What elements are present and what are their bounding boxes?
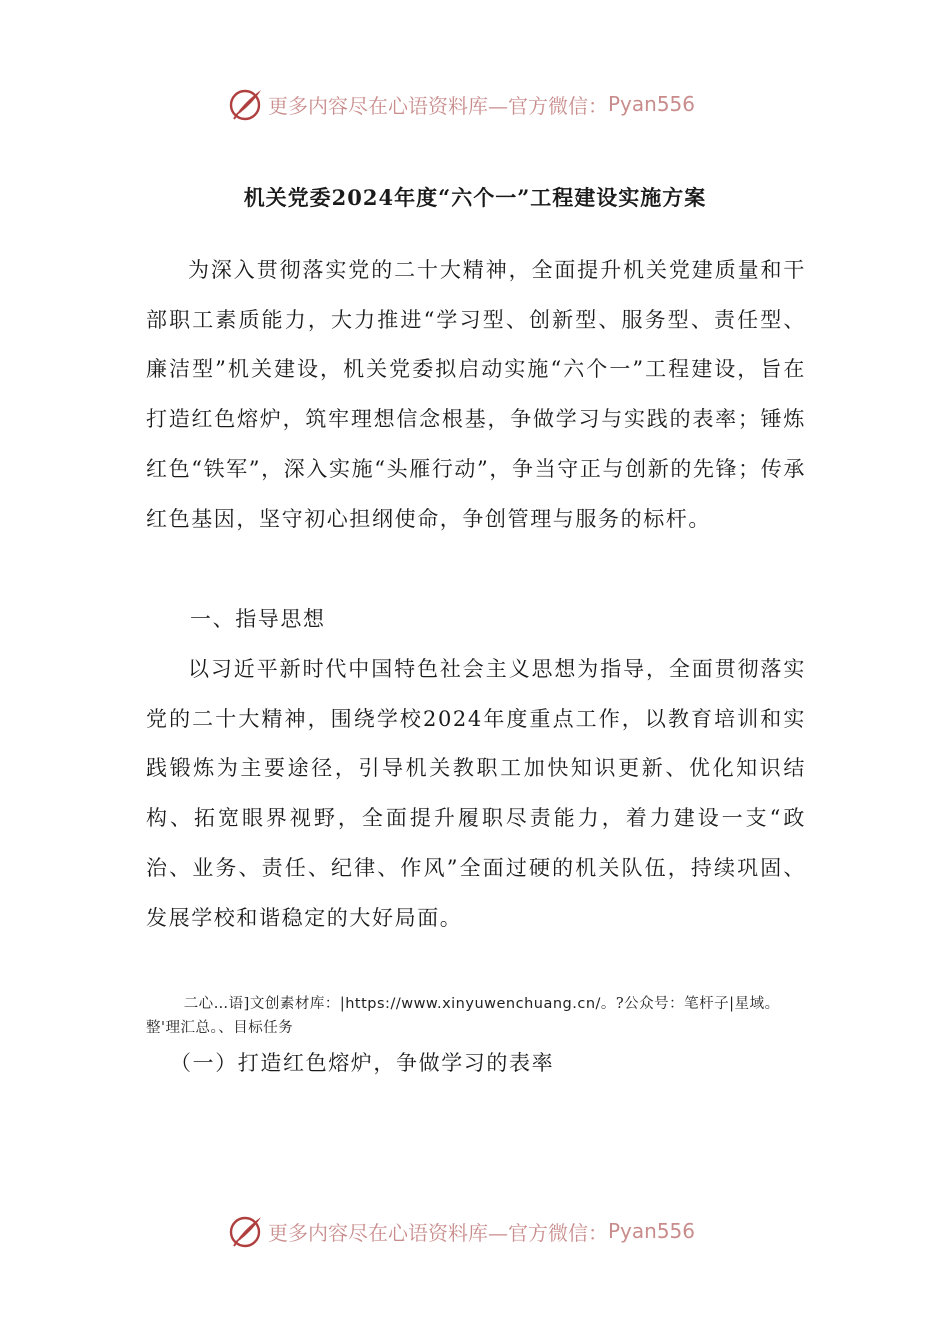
source-note-suffix: 。?公众号：笔杆子|星域。整'理汇总。、目标任务 (146, 996, 780, 1036)
section-heading-guiding-ideology: 一、指导思想 (190, 607, 326, 631)
source-note-prefix: 二心…语]文创素材库：| (183, 996, 346, 1012)
watermark-footer (228, 1211, 748, 1251)
watermark-text: 更多内容尽在心语资料库—官方微信： (268, 93, 608, 118)
watermark-handle: Pyan556 (608, 1219, 696, 1243)
subsection-heading-1: （一）打造红色熔炉，争做学习的表率 (170, 1051, 555, 1075)
source-note-url: https://www.xinyuwenchuang.cn/ (345, 996, 601, 1012)
watermark-handle: Pyan556 (608, 92, 696, 116)
quill-logo-icon (228, 86, 264, 122)
intro-paragraph: 为深入贯彻落实党的二十大精神，全面提升机关党建质量和干部职工素质能力，大力推进“学习型、创新型、服务型、责任型、廉洁型”机关建设，机关党委拟启动实施“六个一”工程建设，旨在打造红色熔炉，筑牢理想信念根基，争做学习与实践的表率；锤炼红色“铁军”，深入实施“头雁行动”，争当守正与创新的先锋；传承红色基因，坚守初心担纲使命，争创管理与服务的标杆。 (146, 258, 806, 531)
watermark-header (228, 84, 748, 124)
source-note (146, 992, 808, 1040)
document-title: 机关党委2024年度“六个一”工程建设实施方案 (243, 185, 707, 210)
watermark-text: 更多内容尽在心语资料库—官方微信： (268, 1220, 608, 1245)
guiding-ideology-paragraph: 以习近平新时代中国特色社会主义思想为指导，全面贯彻落实党的二十大精神，围绕学校2024年度重点工作，以教育培训和实践锻炼为主要途径，引导机关教职工加快知识更新、优化知识结构、拓宽眼界视野，全面提升履职尽责能力，着力建设一支“政治、业务、责任、纪律、作风”全面过硬的机关队伍，持续巩固、发展学校和谐稳定的大好局面。 (146, 657, 806, 930)
quill-logo-icon (228, 1213, 264, 1249)
